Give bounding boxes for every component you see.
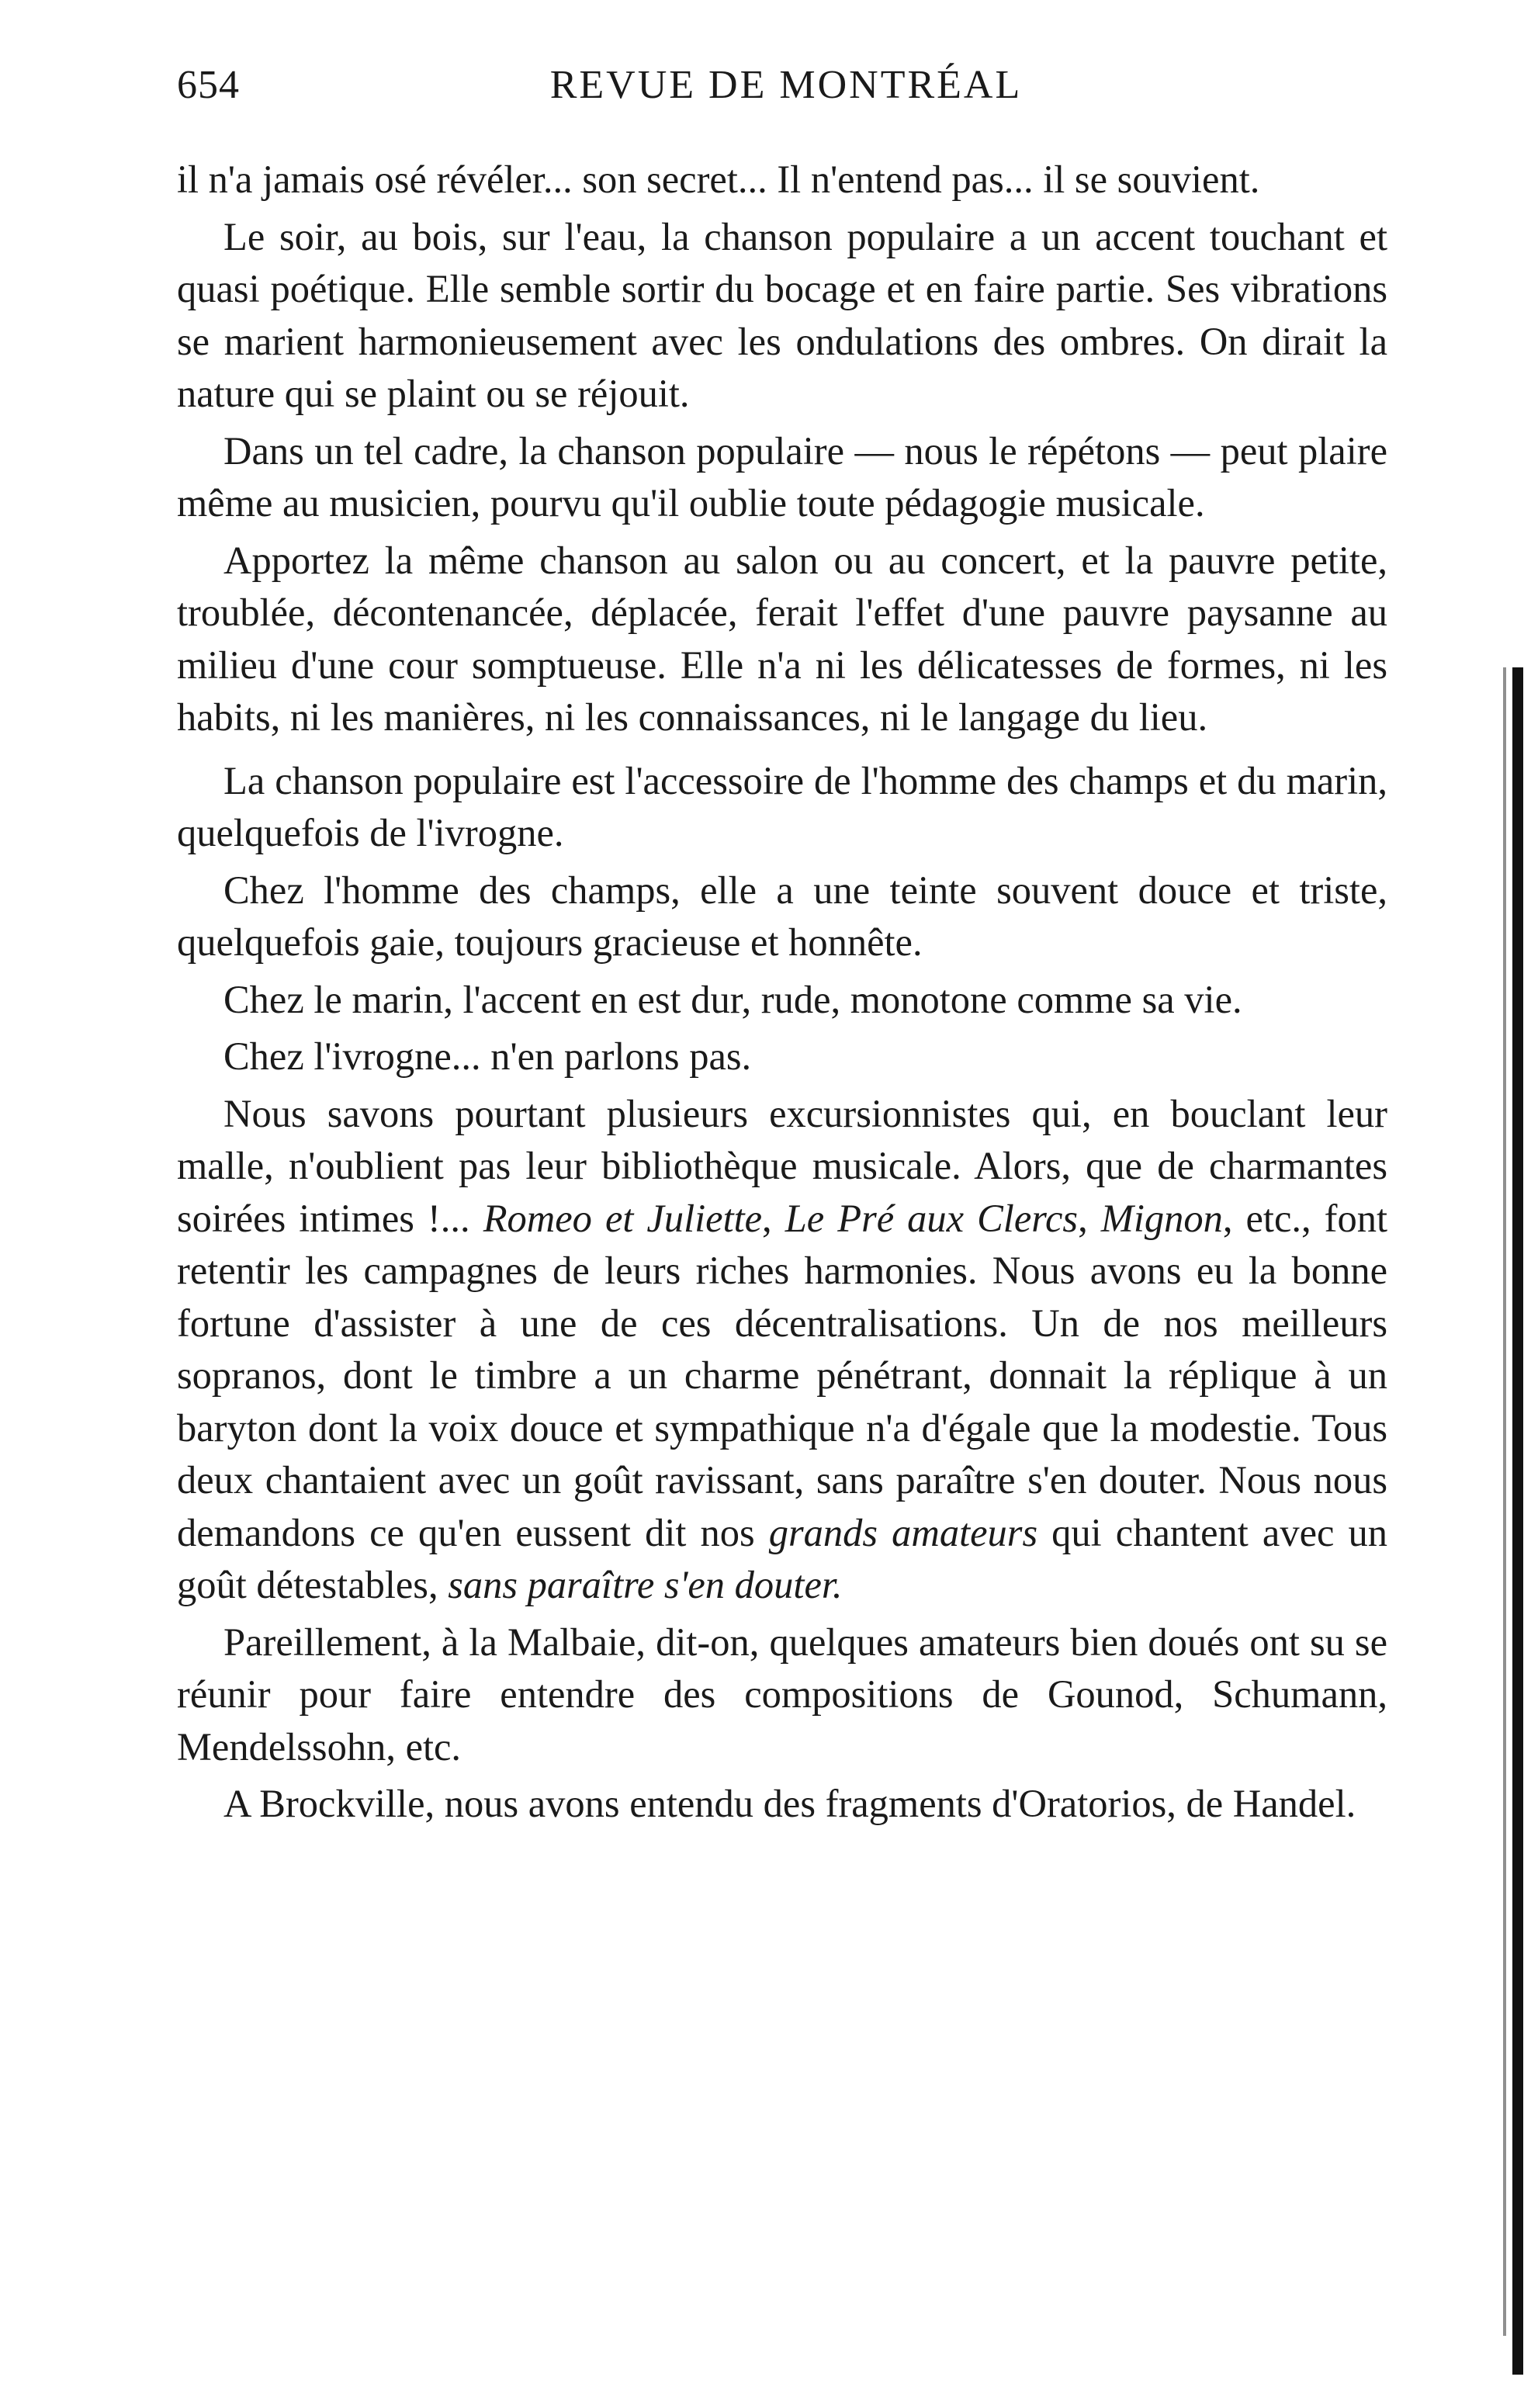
excursionists-text-start: Nous savons pourtant plusieurs excursionnistes qui, en bouclant leur malle, n'oublient pas leur bibliothèque musicale. Alors, que de charmantes soirées intimes !... [177, 1091, 1387, 1240]
running-title: REVUE DE MONTRÉAL [549, 63, 1023, 107]
paragraph-countryman: Chez l'homme des champs, elle a une teinte souvent douce et triste, quelquefois gaie, toujours gracieuse et honnête. [177, 868, 1387, 964]
excursionists-text-middle: , etc., font retentir les campagnes de leurs riches harmonies. Nous avons eu la bonne fortune d'assister à une de ces décentralisations. Un de nos meilleurs sopranos, dont le timbre a un charme pénétrant, donnait la réplique à un baryton dont la voix douce et sympathique n'a d'égale que la modestie. Tous deux chantaient avec un goût ravissant, sans paraître s'en douter. Nous nous demandons ce qu'en eussent dit nos [177, 1196, 1387, 1554]
body-text [177, 154, 1387, 1835]
paragraph-setting: Dans un tel cadre, la chanson populaire — nous le répétons — peut plaire même au musicien, pourvu qu'il oublie toute pédagogie musicale. [177, 428, 1387, 525]
separator: , [762, 1196, 785, 1240]
scan-edge-line [1503, 667, 1506, 2336]
paragraph-sailor: Chez le marin, l'accent en est dur, rude, monotone comme sa vie. [223, 977, 1242, 1021]
separator: , [1078, 1196, 1101, 1240]
paragraph-excursionists [177, 1088, 1387, 1612]
scan-edge-shadow [1512, 667, 1523, 2375]
paragraph-drunkard: Chez l'ivrogne... n'en parlons pas. [223, 1034, 752, 1078]
work-title-pre-aux-clercs: Le Pré aux Clercs [785, 1196, 1079, 1240]
paragraph-accessory: La chanson populaire est l'accessoire de l'homme des champs et du marin, quelquefois de l'ivrogne. [177, 758, 1387, 854]
page-number: 654 [177, 63, 240, 107]
emphasis-sans-paraitre: sans paraître s'en douter. [448, 1563, 843, 1606]
page-header [177, 62, 1395, 124]
work-title-mignon: Mignon [1100, 1196, 1223, 1240]
paragraph-malbaie: Pareillement, à la Malbaie, dit-on, quelques amateurs bien doués ont su se réunir pour faire entendre des compositions de Gounod, Schumann, Mendelssohn, etc. [177, 1620, 1387, 1769]
excursionists-text-after: qui chantent avec un goût détestables, [177, 1510, 1388, 1606]
paragraph-continuation: il n'a jamais osé révéler... son secret... Il n'entend pas... il se souvient. [177, 158, 1260, 201]
paragraph-evening-song: Le soir, au bois, sur l'eau, la chanson populaire a un accent touchant et quasi poétique. Elle semble sortir du bocage et en faire partie. Ses vibrations se marient harmonieusement avec les ondulations des ombres. On dirait la nature qui se plaint ou se réjouit. [177, 214, 1387, 415]
paragraph-salon: Apportez la même chanson au salon ou au concert, et la pauvre petite, troublée, décontenancée, déplacée, ferait l'effet d'une pauvre paysanne au milieu d'une cour somptueuse. Elle n'a ni les délicatesses de formes, ni les habits, ni les manières, ni les connaissances, ni le langage du lieu. [177, 538, 1387, 739]
work-title-romeo: Romeo et Juliette [483, 1196, 763, 1240]
paragraph-brockville: A Brockville, nous avons entendu des fragments d'Oratorios, de Handel. [223, 1782, 1356, 1825]
emphasis-grands-amateurs: grands amateurs [768, 1510, 1038, 1554]
